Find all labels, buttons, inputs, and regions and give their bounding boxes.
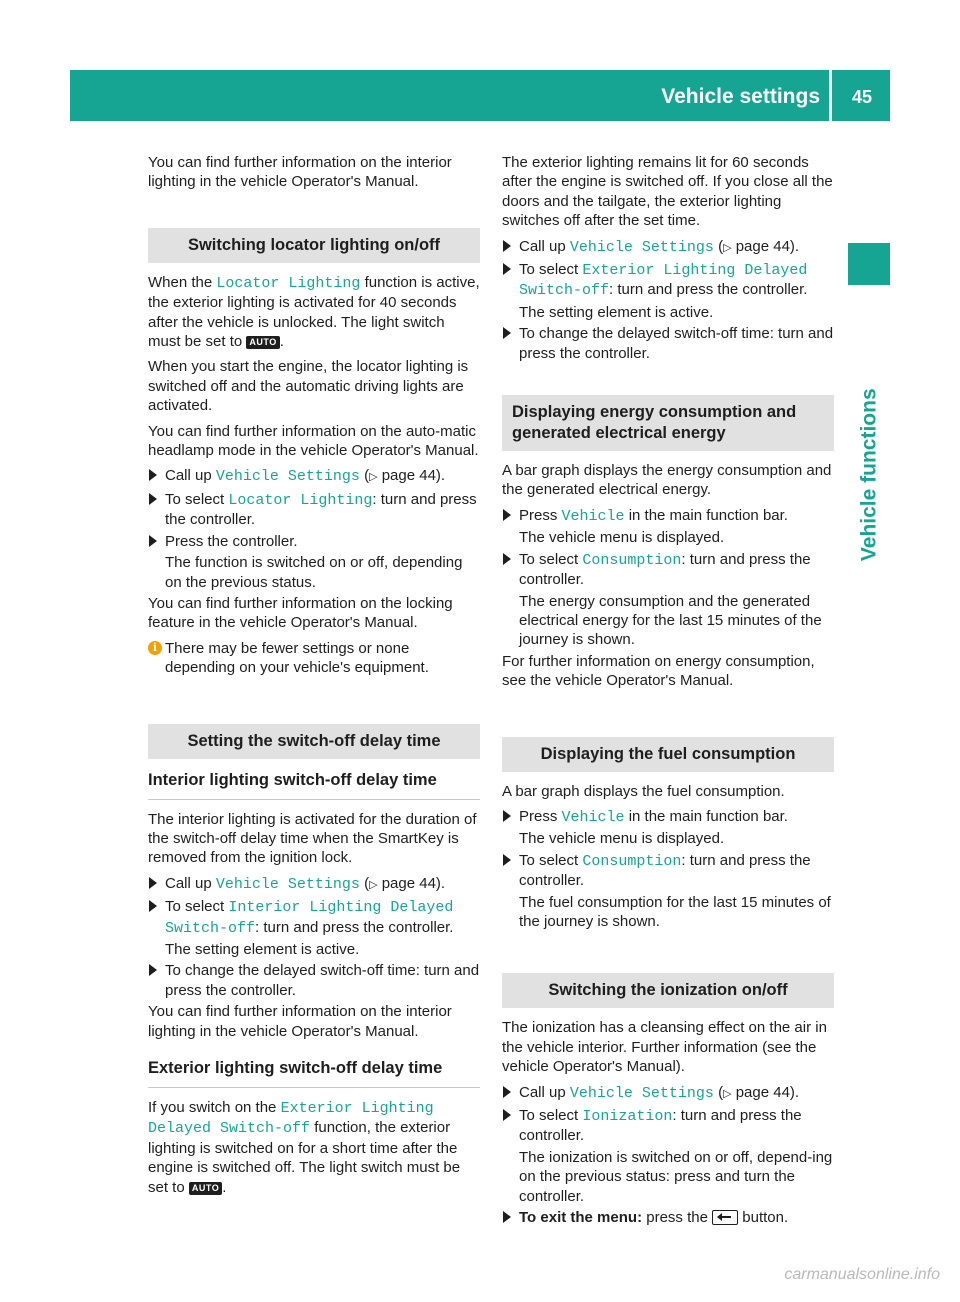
section-heading-locator: Switching locator lighting on/off [148, 228, 480, 263]
energy-paragraph-2: For further information on energy consumption, see the vehicle Operator's Manual. [502, 652, 815, 690]
info-note: i There may be fewer settings or none depending on your vehicle's equipment. [148, 639, 480, 678]
energy-paragraph-1: A bar graph displays the energy consumption and the generated electrical energy. [502, 462, 832, 499]
step-arrow-icon [503, 509, 511, 521]
page-header [70, 70, 890, 121]
step-result: The vehicle menu is displayed. [519, 529, 725, 547]
page-reference: (▷ page 44). [364, 874, 446, 892]
step-item: Press Vehicle in the main function bar. [502, 506, 834, 526]
page-title: Vehicle settings [661, 85, 820, 108]
step-item: Press the controller. [148, 532, 480, 551]
side-tab-marker [848, 243, 890, 285]
subheading-exterior-delay: Exterior lighting switch-off delay time [148, 1057, 480, 1088]
step-arrow-icon [149, 877, 157, 889]
delay-paragraph-1: The interior lighting is activated for the duration of the switch-off delay time when the SmartKey is removed from the ignition lock. [148, 810, 477, 867]
step-arrow-icon [149, 900, 157, 912]
page-ref-arrow-icon: ▷ [369, 878, 378, 891]
locator-paragraph-3: You can find further information on the auto-matic headlamp mode in the vehicle Operator's Manual. [148, 422, 479, 460]
page-reference: (▷ page 44). [364, 467, 446, 485]
step-arrow-icon [503, 327, 511, 339]
step-item: To select Consumption: turn and press the controller. [502, 550, 834, 590]
step-item: To select Consumption: turn and press the controller. [502, 851, 834, 891]
step-result: The vehicle menu is displayed. [519, 830, 725, 848]
menu-code: Locator Lighting [216, 274, 361, 292]
info-icon: i [148, 641, 162, 655]
step-item: Press Vehicle in the main function bar. [502, 807, 834, 827]
step-item: To change the delayed switch-off time: turn and press the controller. [502, 324, 834, 363]
exterior-intro: The exterior lighting remains lit for 60 seconds after the engine is switched off. If you close all the doors and the tailgate, the exterior lighting switches off after the set time. [502, 154, 833, 230]
step-arrow-icon [503, 553, 511, 565]
step-arrow-icon [503, 854, 511, 866]
left-column [148, 153, 480, 1203]
intro-paragraph: You can find further information on the interior lighting in the vehicle Operator's Manual. [148, 154, 452, 191]
page-ref-arrow-icon: ▷ [723, 241, 732, 254]
step-arrow-icon [503, 1086, 511, 1098]
step-result: The setting element is active. [519, 303, 714, 321]
step-arrow-icon [503, 810, 511, 822]
fuel-paragraph-1: A bar graph displays the fuel consumption. [502, 782, 785, 800]
page-number: 45 [851, 87, 872, 107]
step-item: Call up Vehicle Settings (▷ page 44). [148, 466, 480, 487]
step-arrow-icon [149, 535, 157, 547]
page-ref-arrow-icon: ▷ [369, 471, 378, 484]
delay-paragraph-3: If you switch on the Exterior Lighting Delayed Switch-off function, the exterior lighting is switched on for a short time after the engine is switched off. The light switch must be set to AUTO . [148, 1099, 461, 1196]
section-heading-fuel: Displaying the fuel consumption [502, 737, 834, 772]
ionization-paragraph-1: The ionization has a cleansing effect on the air in the vehicle interior. Further information (see the vehicle Operator's Manual). [502, 1019, 827, 1076]
locator-paragraph-1: When the Locator Lighting function is active, the exterior lighting is activated for 40 seconds after the vehicle is unlocked. The light switch must be set to AUTO . [148, 273, 480, 351]
locator-paragraph-2: When you start the engine, the locator lighting is switched off and the automatic driving lights are activated. [148, 358, 469, 415]
step-item: To exit the menu: press the button. [502, 1208, 834, 1227]
auto-light-icon: AUTO [189, 1182, 222, 1195]
page-ref-arrow-icon: ▷ [723, 1087, 732, 1100]
step-arrow-icon [503, 1211, 511, 1223]
subheading-interior-delay: Interior lighting switch-off delay time [148, 769, 480, 800]
step-arrow-icon [149, 493, 157, 505]
page-reference: (▷ page 44). [718, 237, 800, 255]
step-item: Call up Vehicle Settings (▷ page 44). [148, 874, 480, 895]
step-result: The setting element is active. [165, 940, 360, 958]
step-item: Call up Vehicle Settings (▷ page 44). [502, 1083, 834, 1104]
step-item: Call up Vehicle Settings (▷ page 44). [502, 237, 834, 258]
step-item: To select Locator Lighting: turn and press the controller. [148, 490, 480, 530]
step-arrow-icon [149, 964, 157, 976]
step-item: To select Interior Lighting Delayed Switch-off: turn and press the controller. [148, 897, 480, 938]
header-divider [829, 70, 832, 121]
watermark: carmanualsonline.info [784, 1265, 940, 1283]
step-arrow-icon [503, 240, 511, 252]
auto-light-icon: AUTO [246, 336, 279, 349]
right-column [502, 153, 834, 1229]
side-tab [839, 330, 899, 620]
page-reference: (▷ page 44). [718, 1083, 800, 1101]
step-result: The ionization is switched on or off, depend-ing on the previous status: press and turn the controller. [519, 1148, 833, 1205]
step-item: To change the delayed switch-off time: turn and press the controller. [148, 961, 480, 1000]
section-heading-ionization: Switching the ionization on/off [502, 973, 834, 1008]
step-item: To select Exterior Lighting Delayed Switch-off: turn and press the controller. [502, 260, 834, 301]
step-item: To select Ionization: turn and press the controller. [502, 1106, 834, 1146]
section-heading-energy: Displaying energy consumption and generated electrical energy [502, 395, 834, 451]
delay-paragraph-2: You can find further information on the interior lighting in the vehicle Operator's Manual. [148, 1003, 452, 1040]
step-arrow-icon [503, 1109, 511, 1121]
step-result: The energy consumption and the generated electrical energy for the last 15 minutes of the journey is shown. [519, 592, 822, 649]
back-button-icon [712, 1210, 738, 1225]
side-tab-label: Vehicle functions [857, 388, 881, 562]
step-arrow-icon [149, 469, 157, 481]
section-heading-delay: Setting the switch-off delay time [148, 724, 480, 759]
step-result: The function is switched on or off, depending on the previous status. [165, 554, 463, 591]
step-result: The fuel consumption for the last 15 minutes of the journey is shown. [519, 893, 831, 930]
locator-paragraph-4: You can find further information on the locking feature in the vehicle Operator's Manual. [148, 594, 453, 632]
step-arrow-icon [503, 263, 511, 275]
